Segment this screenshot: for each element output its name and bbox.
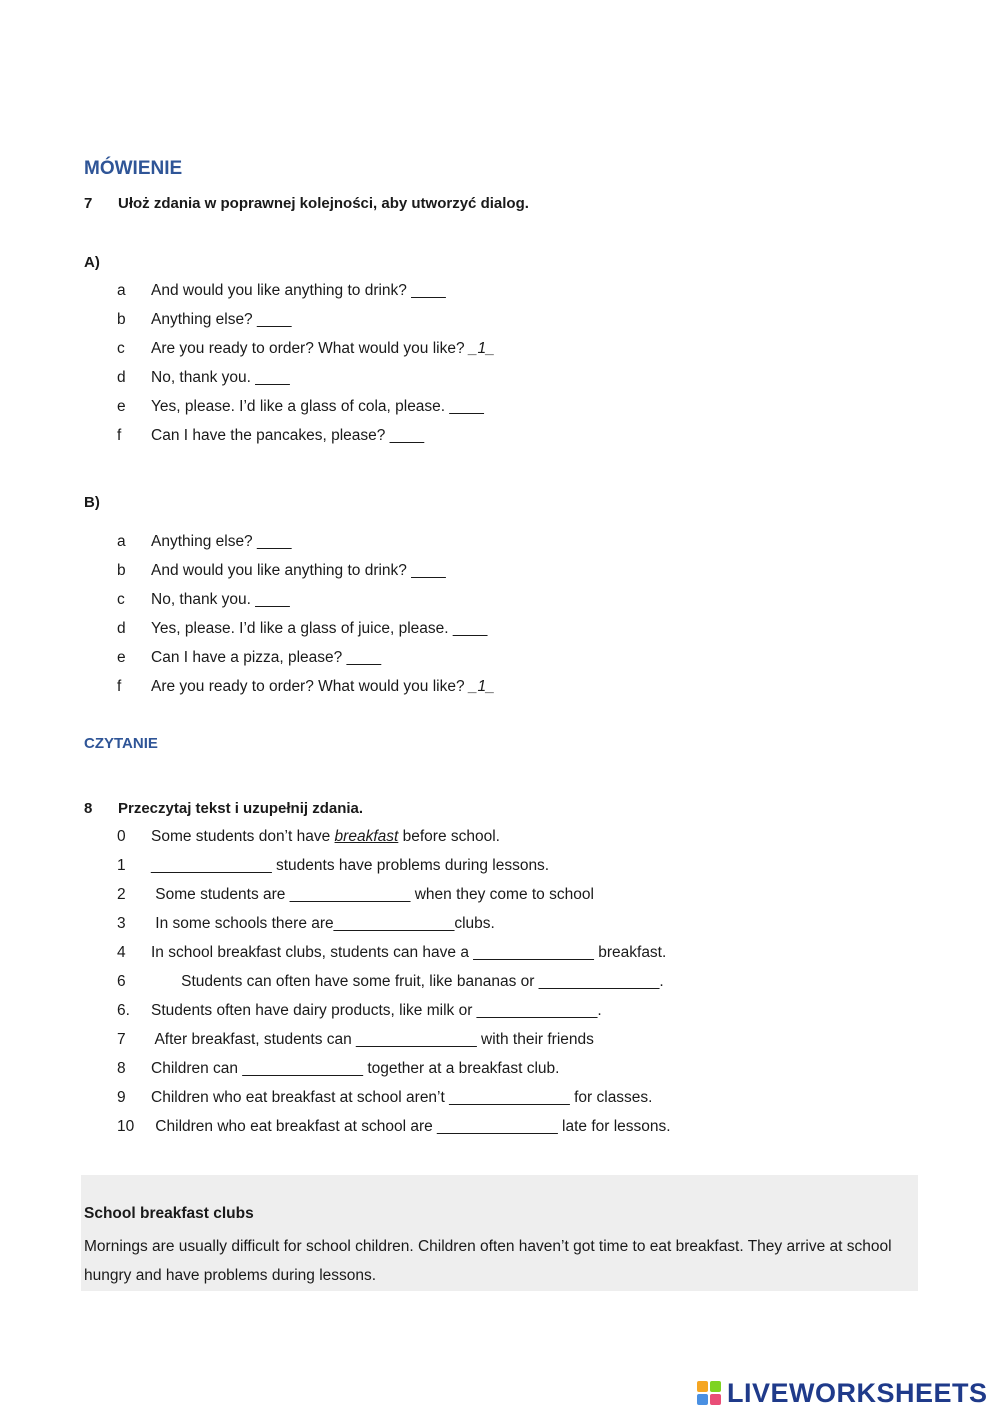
list-item <box>117 1031 817 1051</box>
list-item <box>117 533 817 553</box>
speaking-heading: MÓWIENIE <box>84 158 183 179</box>
list-item <box>117 857 817 877</box>
item-label: 6. <box>117 1002 130 1019</box>
list-item <box>117 649 817 669</box>
item-text-start: ______________ students have problems during lessons. <box>151 857 550 874</box>
item-text-start: Anything else? ____ <box>151 533 292 550</box>
item-label: b <box>117 562 126 579</box>
list-item <box>117 915 817 935</box>
logo-square <box>697 1394 708 1405</box>
item-text <box>151 591 290 609</box>
item-text <box>151 398 484 416</box>
item-text <box>151 649 381 667</box>
item-text <box>151 562 446 580</box>
list-item <box>117 311 817 331</box>
item-text <box>151 311 291 329</box>
example-answer: breakfast <box>334 828 399 845</box>
item-text-start: No, thank you. ____ <box>151 369 290 386</box>
logo-grid-icon <box>697 1381 721 1405</box>
item-text-start: Yes, please. I’d like a glass of cola, please. ____ <box>151 398 484 415</box>
section-a-label: A) <box>84 254 100 271</box>
task-instruction: Przeczytaj tekst i uzupełnij zdania. <box>118 800 364 817</box>
item-text <box>151 915 495 933</box>
logo-square <box>697 1381 708 1392</box>
item-text <box>151 1118 671 1136</box>
item-text-start: Some students are ______________ when they come to school <box>151 886 594 903</box>
item-label: 4 <box>117 944 126 961</box>
item-text <box>151 1060 559 1078</box>
item-text <box>151 1089 653 1107</box>
item-text-start: Some students don’t have <box>151 828 335 845</box>
item-text <box>151 973 664 991</box>
item-text <box>151 857 549 875</box>
item-label: e <box>117 649 126 666</box>
item-text-start: Anything else? ____ <box>151 311 292 328</box>
section-b-label: B) <box>84 494 100 511</box>
list-item <box>117 369 817 389</box>
list-item <box>117 828 817 848</box>
item-label: e <box>117 398 126 415</box>
list-item <box>117 973 817 993</box>
item-text-start: In some schools there are______________clubs. <box>151 915 495 932</box>
item-label: 10 <box>117 1118 135 1135</box>
list-item <box>117 1060 817 1080</box>
item-text <box>151 944 666 962</box>
reading-text-title: School breakfast clubs <box>84 1205 254 1222</box>
item-text-start: Can I have a pizza, please? ____ <box>151 649 382 666</box>
item-label: 7 <box>117 1031 126 1048</box>
item-label: d <box>117 369 126 386</box>
list-item <box>117 591 817 611</box>
item-text <box>151 828 500 846</box>
list-item <box>117 1002 817 1022</box>
item-label: d <box>117 620 126 637</box>
item-text-start: Students often have dairy products, like milk or ______________. <box>151 1002 602 1019</box>
item-label: c <box>117 340 125 357</box>
reading-heading: CZYTANIE <box>84 735 158 752</box>
item-text-start: Yes, please. I’d like a glass of juice, please. ____ <box>151 620 488 637</box>
item-text-start: After breakfast, students can ______________ with their friends <box>151 1031 594 1048</box>
item-label: f <box>117 427 122 444</box>
item-text-end: before school. <box>398 828 500 845</box>
item-text-start: In school breakfast clubs, students can have a ______________ breakfast. <box>151 944 667 961</box>
item-label: 0 <box>117 828 126 845</box>
item-text-start: Children who eat breakfast at school are ______________ late for lessons. <box>151 1118 671 1135</box>
example-answer: _1_ <box>468 340 495 357</box>
item-label: a <box>117 282 126 299</box>
task-7-instruction <box>84 195 784 215</box>
item-label: a <box>117 533 126 550</box>
item-text <box>151 620 487 638</box>
item-text <box>151 1002 602 1020</box>
liveworksheets-logo[interactable] <box>697 1378 988 1408</box>
logo-text: LIVEWORKSHEETS <box>727 1377 988 1408</box>
item-label: 8 <box>117 1060 126 1077</box>
list-item <box>117 340 817 360</box>
item-text-start: Are you ready to order? What would you like? <box>151 340 469 357</box>
logo-square <box>710 1394 721 1405</box>
item-text <box>151 1031 594 1049</box>
item-text <box>151 678 495 696</box>
item-text <box>151 427 424 445</box>
item-label: c <box>117 591 125 608</box>
list-item <box>117 678 817 698</box>
list-item <box>117 944 817 964</box>
list-item <box>117 886 817 906</box>
item-text-start: Children can ______________ together at a breakfast club. <box>151 1060 560 1077</box>
item-text <box>151 340 495 358</box>
list-item <box>117 1089 817 1109</box>
item-label: 9 <box>117 1089 126 1106</box>
item-text-start: Students can often have some fruit, like bananas or ______________. <box>151 973 664 990</box>
item-label: b <box>117 311 126 328</box>
logo-square <box>710 1381 721 1392</box>
task-instruction: Ułoż zdania w poprawnej kolejności, aby utworzyć dialog. <box>118 195 529 212</box>
item-text-start: No, thank you. ____ <box>151 591 290 608</box>
item-label: f <box>117 678 122 695</box>
item-text-start: And would you like anything to drink? ____ <box>151 282 446 299</box>
item-text-start: Children who eat breakfast at school aren’t ______________ for classes. <box>151 1089 653 1106</box>
item-label: 6 <box>117 973 126 990</box>
item-text <box>151 282 446 300</box>
list-item <box>117 398 817 418</box>
list-item <box>117 562 817 582</box>
item-text <box>151 369 290 387</box>
item-text <box>151 533 291 551</box>
task-8-instruction <box>84 800 784 820</box>
task-number: 8 <box>84 800 93 817</box>
task-number: 7 <box>84 195 93 212</box>
item-label: 1 <box>117 857 126 874</box>
item-text-start: Are you ready to order? What would you like? <box>151 678 469 695</box>
list-item <box>117 427 817 447</box>
item-label: 2 <box>117 886 126 903</box>
item-text-start: Can I have the pancakes, please? ____ <box>151 427 425 444</box>
list-item <box>117 620 817 640</box>
list-item <box>117 1118 817 1138</box>
item-text-start: And would you like anything to drink? ____ <box>151 562 446 579</box>
item-label: 3 <box>117 915 126 932</box>
list-item <box>117 282 817 302</box>
item-text <box>151 886 594 904</box>
reading-text-body: Mornings are usually difficult for school children. Children often haven’t got time to eat breakfast. They arrive at school hungry and have problems during lessons. <box>84 1238 892 1284</box>
example-answer: _1_ <box>468 678 495 695</box>
